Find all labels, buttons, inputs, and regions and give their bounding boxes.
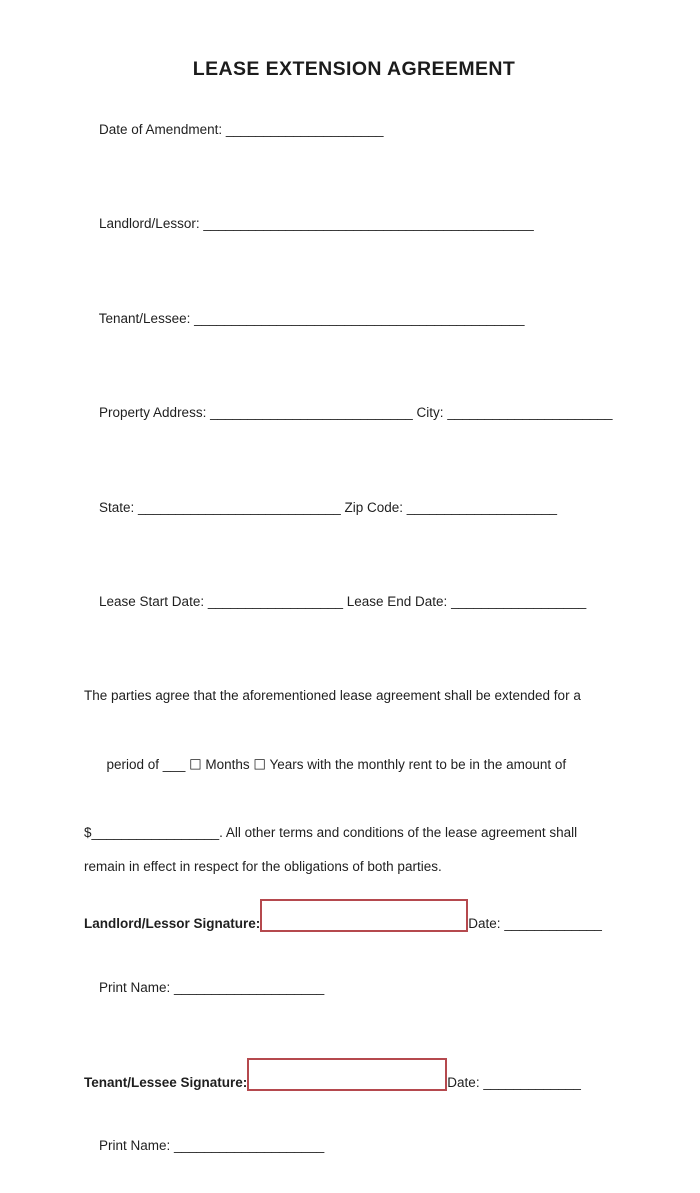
landlord-signature-row (84, 899, 624, 932)
months-label: Months (202, 757, 254, 772)
lease-start-date-label: Lease Start Date: (99, 594, 208, 609)
tenant-lessee-row (84, 271, 624, 366)
tenant-print-name-label: Print Name: (99, 1138, 174, 1153)
tenant-signature-label: Tenant/Lessee Signature: (84, 1075, 247, 1091)
property-address-blank: ___________________________ (210, 405, 413, 420)
landlord-lessor-row (84, 177, 624, 272)
period-of-blank: period of ___ (107, 757, 190, 772)
state-blank: ___________________________ (138, 500, 341, 515)
property-address-label: Property Address: (99, 405, 210, 420)
landlord-lessor-label: Landlord/Lessor: (99, 216, 203, 231)
agreement-line-2 (84, 713, 624, 816)
tenant-date-label: Date: (447, 1075, 483, 1091)
tenant-signature-row (84, 1058, 624, 1091)
tenant-print-name-row (84, 1099, 624, 1193)
zip-code-label: Zip Code: (341, 500, 407, 515)
landlord-print-name-label: Print Name: (99, 980, 174, 995)
agreement-paragraph (84, 679, 624, 884)
lease-start-date-blank: __________________ (208, 594, 343, 609)
landlord-signature-field[interactable] (260, 899, 468, 932)
lease-end-date-label: Lease End Date: (343, 594, 451, 609)
tenant-signature-field[interactable] (247, 1058, 447, 1091)
landlord-signature-label: Landlord/Lessor Signature: (84, 916, 260, 932)
years-label: Years with the monthly rent to be in the amount of (266, 757, 566, 772)
agreement-line-1: The parties agree that the aforementioned lease agreement shall be extended for a (84, 679, 624, 713)
landlord-print-name-blank: ____________________ (174, 980, 324, 995)
years-checkbox[interactable]: ☐ (253, 748, 266, 782)
lease-dates-row (84, 555, 624, 650)
property-address-city-row (84, 366, 624, 461)
zip-code-blank: ____________________ (407, 500, 557, 515)
state-label: State: (99, 500, 138, 515)
tenant-lessee-blank: ____________________________________________ (194, 311, 524, 326)
document-title: LEASE EXTENSION AGREEMENT (84, 56, 624, 82)
months-checkbox[interactable]: ☐ (189, 748, 202, 782)
agreement-line-3: $_________________. All other terms and conditions of the lease agreement shall (84, 816, 624, 850)
landlord-date-label: Date: (468, 916, 504, 932)
landlord-print-name-row (84, 940, 624, 1035)
tenant-date-blank: _____________ (483, 1075, 581, 1091)
agreement-line-4: remain in effect in respect for the obligations of both parties. (84, 850, 624, 884)
tenant-print-name-blank: ____________________ (174, 1138, 324, 1153)
landlord-lessor-blank: ____________________________________________ (203, 216, 533, 231)
document-page (0, 56, 700, 962)
date-of-amendment-label: Date of Amendment: (99, 122, 226, 137)
city-blank: ______________________ (447, 405, 612, 420)
lease-end-date-blank: __________________ (451, 594, 586, 609)
date-of-amendment-row (84, 82, 624, 177)
state-zip-row (84, 460, 624, 555)
date-of-amendment-blank: _____________________ (226, 122, 384, 137)
tenant-lessee-label: Tenant/Lessee: (99, 311, 194, 326)
city-label: City: (413, 405, 448, 420)
landlord-date-blank: _____________ (504, 916, 602, 932)
